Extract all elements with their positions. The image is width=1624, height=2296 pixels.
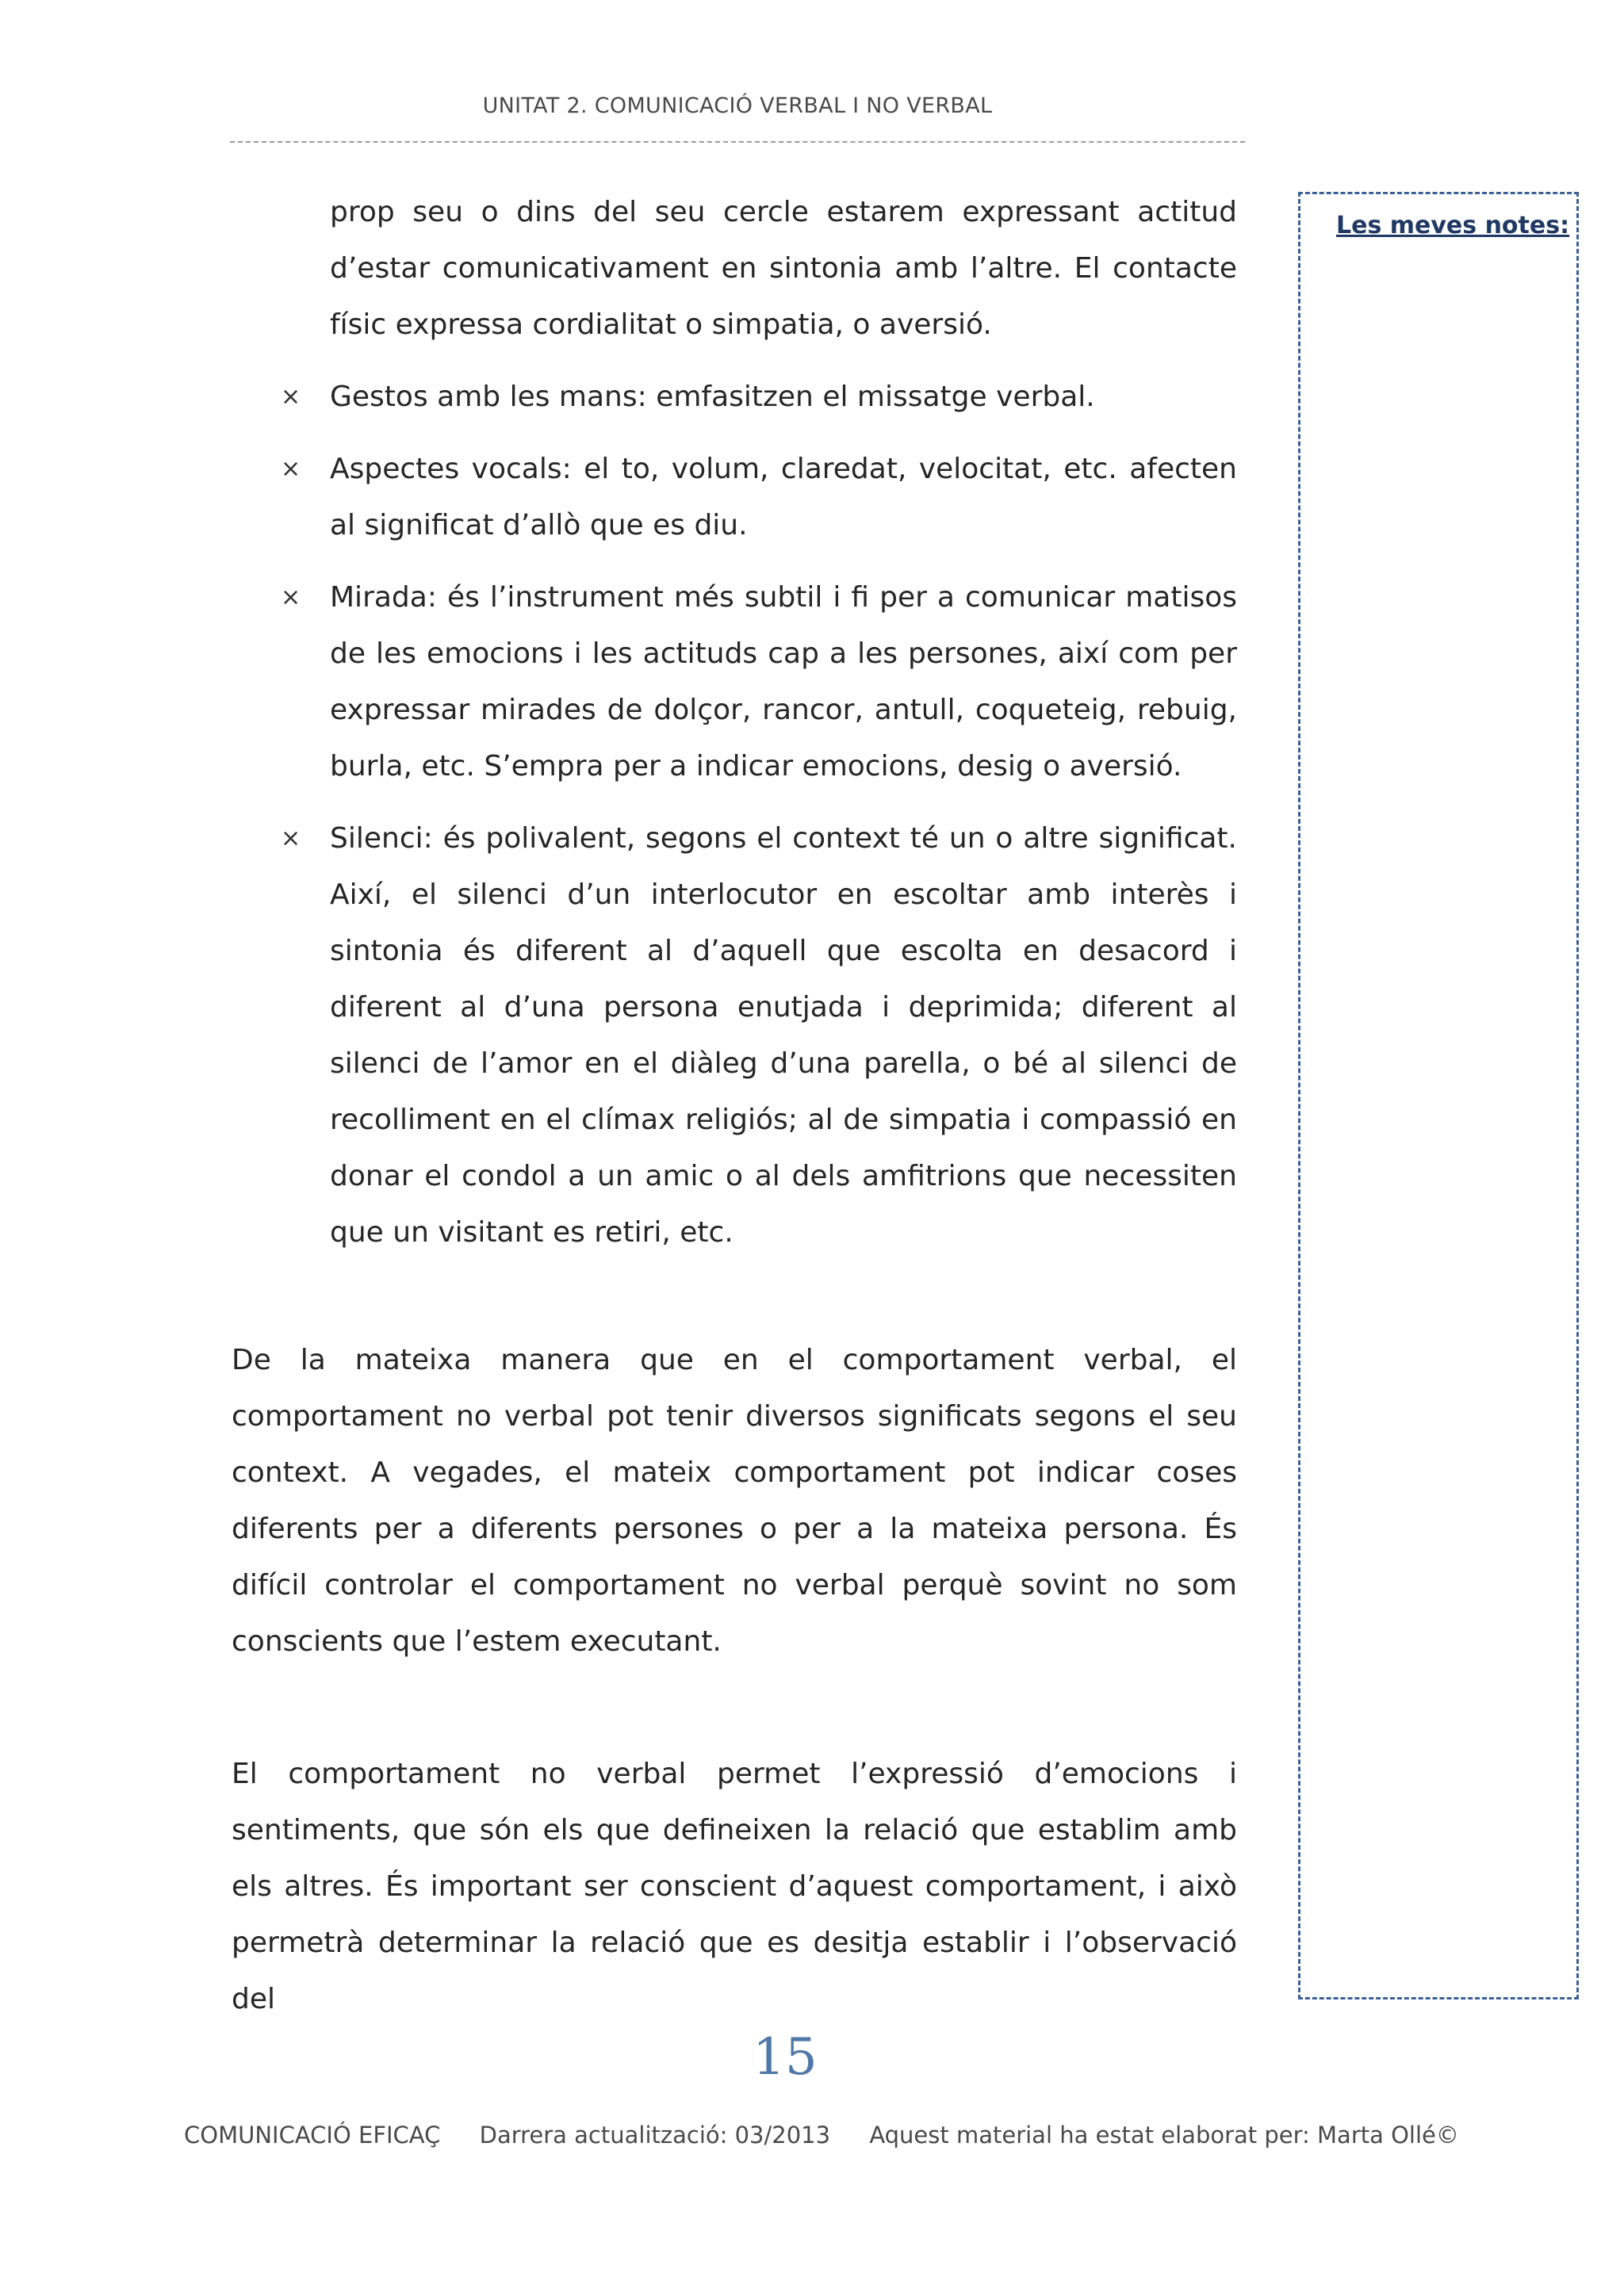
footer-author: Aquest material ha estat elaborat per: Marta Ollé© bbox=[869, 2122, 1459, 2149]
cross-bullet-icon: × bbox=[281, 584, 301, 611]
cross-bullet-icon: × bbox=[281, 383, 301, 411]
intro-continuation: prop seu o dins del seu cercle estarem expressant actitud d’estar comunicativament en sintonia amb l’altre. El contacte físic expressa cordialitat o simpatia, o aversió. bbox=[330, 196, 1237, 341]
page-header: UNITAT 2. COMUNICACIÓ VERBAL I NO VERBAL bbox=[482, 94, 993, 118]
list-item-gestures bbox=[232, 369, 1237, 425]
list-item-text: Mirada: és l’instrument més subtil i fi per a comunicar matisos de les emocions i les actituds cap a les persones, així com per expressar mirades de dolçor, rancor, antull, coqueteig, rebuig, burla, etc. S’empra per a indicar emocions, desig o aversió. bbox=[330, 581, 1237, 783]
main-content bbox=[232, 184, 1237, 2027]
list-item-silence bbox=[232, 810, 1237, 1261]
page-number: 15 bbox=[753, 2028, 818, 2087]
footer-course: COMUNICACIÓ EFICAÇ bbox=[184, 2122, 441, 2149]
list-item-text: Aspectes vocals: el to, volum, claredat, velocitat, etc. afecten al significat d’allò que es diu. bbox=[330, 453, 1237, 541]
notes-box bbox=[1298, 192, 1579, 1999]
header-divider bbox=[230, 141, 1245, 143]
notes-title: Les meves notes: bbox=[1336, 212, 1570, 239]
paragraph-context: De la mateixa manera que en el comportament verbal, el comportament no verbal pot tenir diversos significats segons el seu context. A vegades, el mateix comportament pot indicar coses diferents per a diferents persones o per a la mateixa persona. És difícil controlar el comportament no verbal perquè sovint no som conscients que l’estem executant. bbox=[232, 1344, 1237, 1658]
footer-updated: Darrera actualització: 03/2013 bbox=[479, 2122, 831, 2149]
list-item-text: Silenci: és polivalent, segons el context té un o altre significat. Així, el silenci d’un interlocutor en escoltar amb interès i sintonia és diferent al d’aquell que escolta en desacord i diferent al d’una persona enutjada i deprimida; diferent al silenci de l’amor en el diàleg d’una parella, o bé al silenci de recolliment en el clímax religiós; al de simpatia i compassió en donar el condol a un amic o al dels amfitrions que necessiten que un visitant es retiri, etc. bbox=[330, 822, 1237, 1249]
paragraph-emotions: El comportament no verbal permet l’expressió d’emocions i sentiments, que són els que defineixen la relació que establim amb els altres. És important ser conscient d’aquest comportament, i això permetrà determinar la relació que es desitja establir i l’observació del bbox=[232, 1758, 1237, 2015]
list-item-text: Gestos amb les mans: emfasitzen el missatge verbal. bbox=[330, 381, 1095, 413]
page-footer bbox=[184, 2122, 1491, 2149]
cross-bullet-icon: × bbox=[281, 825, 301, 852]
list-item-vocal bbox=[232, 441, 1237, 553]
cross-bullet-icon: × bbox=[281, 455, 301, 483]
list-item-gaze bbox=[232, 569, 1237, 794]
